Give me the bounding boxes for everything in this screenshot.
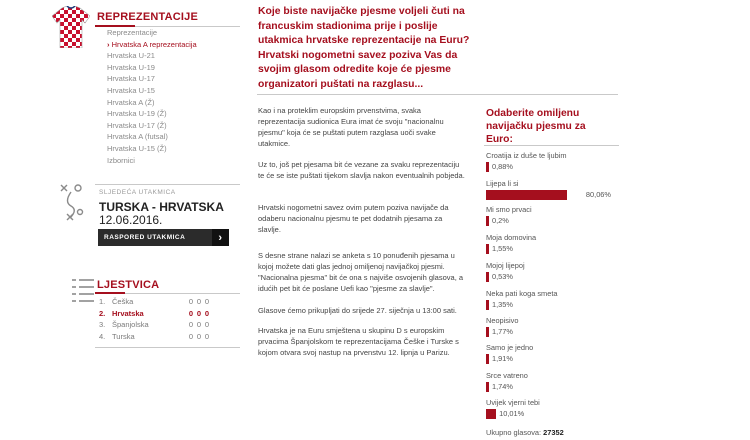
schedule-button-label: RASPORED UTAKMICA xyxy=(104,234,186,241)
poll-option[interactable] xyxy=(486,179,611,200)
table-row xyxy=(99,331,217,343)
poll-option-label: Neopisivo xyxy=(486,316,519,325)
nav-item-hrvatska-u19-zene[interactable]: Hrvatska U-19 (Ž) xyxy=(107,109,167,119)
schedule-button[interactable] xyxy=(98,229,229,246)
nav-item-hrvatska-u17-zene[interactable]: Hrvatska U-17 (Ž) xyxy=(107,120,167,130)
poll-option-percent: 80,06% xyxy=(585,190,611,199)
standing-team[interactable]: Španjolska xyxy=(112,320,149,329)
nav-item-hrvatska-u15-zene[interactable]: Hrvatska U-15 (Ž) xyxy=(107,143,167,153)
poll-divider xyxy=(484,145,619,146)
standing-position: 1. xyxy=(99,297,106,306)
next-match-divider xyxy=(95,184,240,185)
table-row xyxy=(99,308,217,320)
standing-stat: 0 xyxy=(204,320,210,329)
article-paragraph: S desne strane nalazi se anketa s 10 ponuđenih pjesama u kojoj možete dati glas jednoj omiljenoj navijačkoj pjesmi. "Nacionalna pjesma" bit će ona s najviše osvojenih glasova, a idućih pet bit će poslane Uefi kao "pjesme za slavlje". xyxy=(258,251,464,294)
table-row xyxy=(99,319,217,331)
poll-option-label: Lijepa li si xyxy=(486,179,519,188)
poll-option[interactable] xyxy=(486,205,611,226)
standing-stat: 0 xyxy=(196,331,202,341)
poll-title: Odaberite omiljenu navijačku pjesmu za Euro: xyxy=(486,108,586,145)
poll-option-percent: 0,88% xyxy=(492,162,513,171)
poll-total xyxy=(486,428,564,437)
nav-item-reprezentacije[interactable]: Reprezentacije xyxy=(107,28,158,37)
poll-option-percent: 1,35% xyxy=(492,300,513,309)
nav-item-hrvatska-futsal[interactable]: Hrvatska A (futsal) xyxy=(107,132,168,142)
poll-option-bar xyxy=(486,216,489,226)
poll-option-percent: 0,53% xyxy=(492,272,513,281)
table-row xyxy=(99,296,217,308)
nav-item-hrvatska-a-zene[interactable]: Hrvatska A (Ž) xyxy=(107,97,155,107)
section-title-reprezentacije: REPREZENTACIJE xyxy=(97,11,198,23)
standing-stat: 0 xyxy=(196,320,202,329)
poll-option-label: Moja domovina xyxy=(486,233,537,242)
standings-underline xyxy=(95,292,125,294)
standing-stat: 0 xyxy=(196,297,202,306)
article-title: Koje biste navijačke pjesme voljeli čuti na francuskim stadionima prije i poslije utakmica hrvatske reprezentacije na Euru? Hrvatski nogometni savez poziva Vas da svojim glasom odredite koje će pjesme organizatori puštati na razglasu... xyxy=(258,6,470,90)
poll-option-bar xyxy=(486,382,489,392)
poll-option-label: Mi smo prvaci xyxy=(486,205,532,214)
nav-item-izbornici[interactable]: Izbornici xyxy=(107,155,135,165)
poll-option[interactable] xyxy=(486,289,611,310)
standing-stat: 0 xyxy=(204,331,210,341)
standing-position: 4. xyxy=(99,331,106,341)
standing-team[interactable]: Hrvatska xyxy=(112,308,144,318)
nav-item-hrvatska-u19[interactable]: Hrvatska U-19 xyxy=(107,62,155,72)
poll-option-label: Croatija iz duše te ljubim xyxy=(486,151,567,160)
article-title-divider xyxy=(257,94,618,95)
article-paragraph: Hrvatska je na Euru smještena u skupinu D s europskim prvacima Španjolskom te reprezentacijama Češke i Turske s kojom otvara svoj nastup na prvenstvu 12. lipnja u Parizu. xyxy=(258,326,459,358)
standing-position: 3. xyxy=(99,320,106,329)
section-title-ljestvica: LJESTVICA xyxy=(97,279,160,291)
poll-option-percent: 1,74% xyxy=(492,382,513,391)
next-match-label: SLJEDEĆA UTAKMICA xyxy=(99,189,176,196)
poll-option-bar xyxy=(486,300,489,310)
poll-option-bar xyxy=(486,162,489,172)
standing-stat: 0 xyxy=(196,308,202,318)
poll-option[interactable] xyxy=(486,316,611,337)
standing-stat: 0 xyxy=(204,297,210,306)
poll-option[interactable] xyxy=(486,371,611,392)
next-match-teams: TURSKA - HRVATSKA xyxy=(99,200,224,214)
tactics-board-icon xyxy=(58,182,84,224)
next-match-date: 12.06.2016. xyxy=(99,213,163,227)
poll-option-bar xyxy=(486,354,489,364)
poll-option-bar xyxy=(486,190,567,200)
poll-option[interactable] xyxy=(486,343,611,364)
standing-team[interactable]: Turska xyxy=(112,331,135,341)
standing-stat: 0 xyxy=(188,297,194,306)
standings-divider xyxy=(125,293,240,294)
poll-option[interactable] xyxy=(486,233,611,254)
poll-total-label: Ukupno glasova: xyxy=(486,428,542,437)
poll-option-label: Neka pati koga smeta xyxy=(486,289,558,298)
poll-option-label: Mojoj lijepoj xyxy=(486,261,525,270)
article-paragraph: Hrvatski nogometni savez ovim putem poziva navijače da odaberu nacionalnu pjesmu te pet dodatnih pjesama za slavlje. xyxy=(258,203,449,235)
poll-total-value: 27352 xyxy=(543,428,564,437)
poll-option-bar xyxy=(486,409,496,419)
poll-option-percent: 0,2% xyxy=(492,216,509,225)
poll-option-percent: 10,01% xyxy=(499,409,525,418)
poll-option[interactable] xyxy=(486,261,611,282)
article-paragraph: Glasove ćemo prikupljati do srijede 27. siječnja u 13:00 sati. xyxy=(258,306,457,315)
standings-list-icon xyxy=(72,276,94,306)
nav-item-hrvatska-a[interactable]: › Hrvatska A reprezentacija xyxy=(107,39,247,51)
poll-option[interactable] xyxy=(486,398,611,419)
poll-option-bar xyxy=(486,327,489,337)
poll-option-bar xyxy=(486,272,489,282)
standing-position: 2. xyxy=(99,308,106,318)
standings-bottom-divider xyxy=(95,347,240,348)
nav-item-hrvatska-u21[interactable]: Hrvatska U-21 xyxy=(107,51,155,61)
standing-stat: 0 xyxy=(188,308,194,318)
standing-stat: 0 xyxy=(188,331,194,341)
national-teams-nav xyxy=(107,27,247,166)
poll-option-percent: 1,55% xyxy=(492,244,513,253)
poll-option-bar xyxy=(486,244,489,254)
poll-option-label: Srce vatreno xyxy=(486,371,528,380)
standings-table xyxy=(99,296,217,342)
chevron-right-icon: › xyxy=(212,229,229,246)
poll-option[interactable] xyxy=(486,151,611,172)
poll-option-label: Uvijek vjerni tebi xyxy=(486,398,540,407)
standing-stat: 0 xyxy=(188,320,194,329)
standing-stat: 0 xyxy=(204,308,210,318)
nav-item-hrvatska-u15[interactable]: Hrvatska U-15 xyxy=(107,85,155,95)
poll-option-percent: 1,77% xyxy=(492,327,513,336)
poll-option-label: Samo je jedno xyxy=(486,343,534,352)
article-paragraph: Kao i na proteklim europskim prvenstvima, svaka reprezentacija sudionica Eura imat će svoju "nacionalnu pjesmu" koja će se puštati putem razglasa uoči svake utakmice. xyxy=(258,106,444,149)
poll-option-percent: 1,91% xyxy=(492,354,513,363)
nav-item-hrvatska-u17[interactable]: Hrvatska U-17 xyxy=(107,74,155,84)
article-paragraph: Uz to, još pet pjesama bit će vezane za svaku reprezentaciju te će se iste puštati tijekom slavlja nakon eventualnih pobjeda. xyxy=(258,160,465,181)
standing-team[interactable]: Češka xyxy=(112,297,134,306)
croatia-jersey-icon xyxy=(52,6,90,48)
